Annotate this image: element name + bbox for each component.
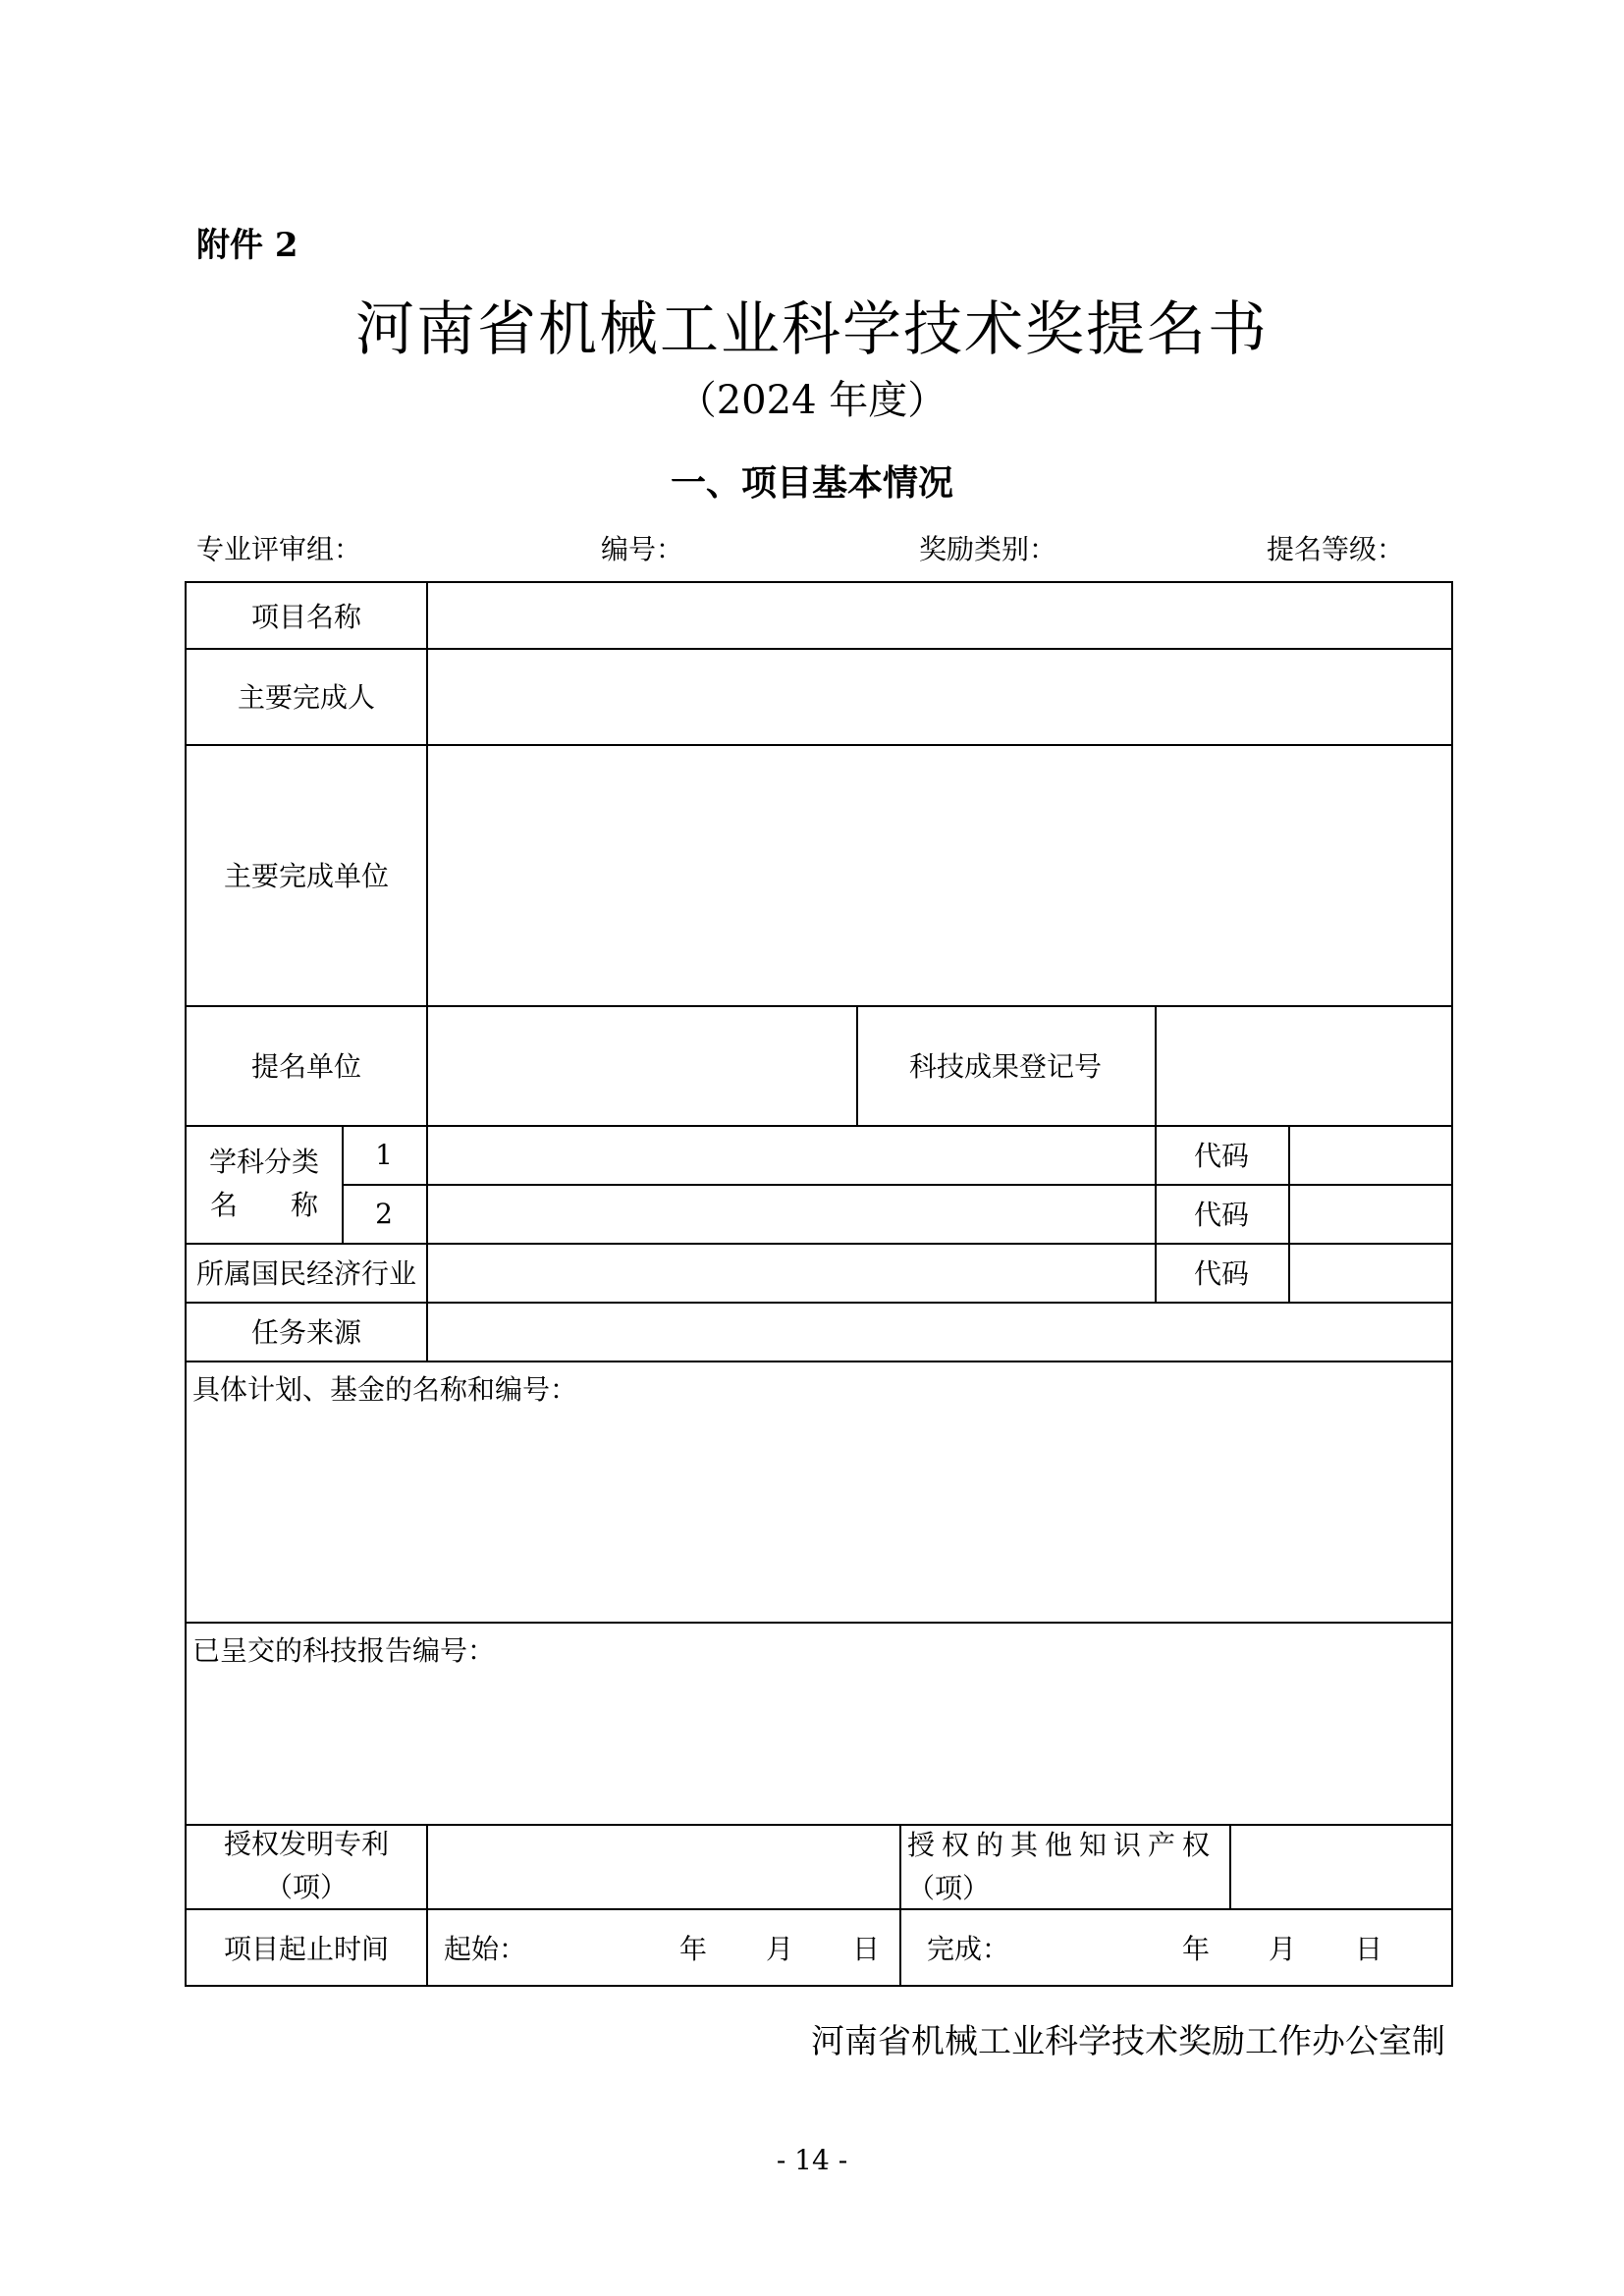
other-ip-label — [901, 1824, 1229, 1908]
start-month-unit: 月 — [766, 1933, 794, 1965]
finish-month-unit: 月 — [1269, 1933, 1297, 1965]
document-year: （2024 年度） — [677, 378, 947, 423]
project-period-label: 项目起止时间 — [223, 1933, 389, 1965]
invention-patents-line1: 授权发明专利 — [223, 1828, 389, 1860]
nominating-unit-field[interactable] — [428, 1005, 856, 1125]
finish-label: 完成： — [927, 1933, 1010, 1965]
subject-label-line1: 学科分类 — [208, 1146, 319, 1178]
main-units-label: 主要完成单位 — [223, 860, 389, 892]
industry-code-label: 代码 — [1193, 1257, 1249, 1290]
invention-patents-field[interactable] — [428, 1824, 899, 1908]
start-year-unit: 年 — [679, 1933, 708, 1965]
nominating-unit-label: 提名单位 — [250, 1050, 361, 1083]
task-source-field[interactable] — [428, 1302, 1453, 1361]
other-ip-line1: 授权的其他知识产权 — [907, 1829, 1218, 1861]
number-label: 编号： — [601, 533, 684, 565]
plan-fund-field[interactable] — [187, 1361, 1453, 1622]
finish-day-unit: 日 — [1355, 1933, 1383, 1965]
subject-row-2-field[interactable] — [428, 1184, 1155, 1243]
industry-label: 所属国民经济行业 — [195, 1257, 416, 1290]
plan-fund-label: 具体计划、基金的名称和编号： — [192, 1373, 578, 1406]
subject-row-1-field[interactable] — [428, 1125, 1155, 1184]
nomination-form-table — [185, 581, 1453, 1987]
subject-code-1-field[interactable] — [1290, 1125, 1453, 1184]
registration-number-field[interactable] — [1157, 1005, 1453, 1125]
section-heading: 一、项目基本情况 — [670, 463, 953, 504]
subject-label-line2 — [210, 1184, 318, 1227]
subject-row-2-number: 2 — [375, 1197, 393, 1230]
main-units-field[interactable] — [428, 744, 1453, 1005]
invention-patents-label — [187, 1824, 426, 1908]
issuing-organization: 河南省机械工业科学技术奖励工作办公室制 — [811, 2022, 1445, 2061]
subject-code-1-label: 代码 — [1193, 1140, 1249, 1172]
attachment-label: 附件 2 — [196, 226, 298, 265]
other-ip-field[interactable] — [1231, 1824, 1453, 1908]
tech-report-field[interactable] — [187, 1622, 1453, 1824]
subject-code-2-label: 代码 — [1193, 1199, 1249, 1231]
project-name-label: 项目名称 — [250, 601, 361, 633]
industry-field[interactable] — [428, 1243, 1155, 1302]
project-name-field[interactable] — [428, 583, 1453, 648]
invention-patents-line2: （项） — [264, 1871, 348, 1903]
task-source-label: 任务来源 — [250, 1316, 361, 1349]
document-title: 河南省机械工业科学技术奖提名书 — [355, 295, 1269, 364]
start-date-field[interactable] — [428, 1908, 899, 1987]
page-number: - 14 - — [776, 2144, 848, 2176]
subject-classification-label — [187, 1125, 342, 1243]
subject-row-1-number: 1 — [375, 1138, 393, 1171]
award-type-label: 奖励类别： — [919, 533, 1057, 565]
start-day-unit: 日 — [852, 1933, 881, 1965]
main-persons-label: 主要完成人 — [237, 681, 375, 714]
subject-code-2-field[interactable] — [1290, 1184, 1453, 1243]
tech-report-label: 已呈交的科技报告编号： — [192, 1634, 496, 1667]
finish-date-field[interactable] — [901, 1908, 1453, 1987]
other-ip-line2: （项） — [907, 1872, 991, 1904]
main-persons-field[interactable] — [428, 648, 1453, 744]
subject-label-char-a: 名 — [210, 1189, 239, 1221]
industry-code-field[interactable] — [1290, 1243, 1453, 1302]
subject-label-char-b: 称 — [290, 1189, 318, 1221]
review-group-label: 专业评审组： — [196, 533, 362, 565]
start-label: 起始： — [444, 1933, 527, 1965]
finish-year-unit: 年 — [1182, 1933, 1211, 1965]
grade-label: 提名等级： — [1267, 533, 1405, 565]
registration-number-label: 科技成果登记号 — [908, 1050, 1102, 1083]
